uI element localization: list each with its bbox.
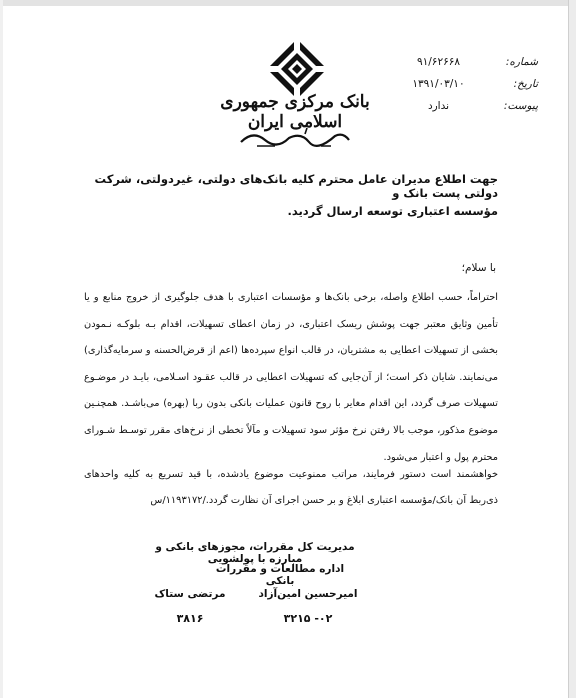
attachment-value: ندارد <box>427 100 450 112</box>
closing-paragraph: خواهشمند است دستور فرمایند، مراتب ممنوعیت موضوع یادشده، با قید تسریع به کلیه واحدهای ذی‌ربط آن بانک/مؤسسه اعتباری ابلاغ و بر حسن اجرای آن نظارت گردد./۱۱۹۳۱۷۲/س <box>84 469 498 506</box>
number-value: ۹۱/۶۲۶۶۸ <box>416 56 460 68</box>
number-label: شماره: <box>505 56 538 68</box>
letter-date <box>378 78 538 90</box>
page-right-edge <box>568 0 576 698</box>
basmala-calligraphy <box>235 126 355 150</box>
signatory-code-2: ۳۸۱۶ <box>176 612 204 625</box>
signature-department: مدیریت کل مقررات، مجوزهای بانکی و مبارزه با پولشویی <box>155 541 355 565</box>
letter-body <box>84 285 498 471</box>
recipient-line-2: مؤسسه اعتباری توسعه ارسال گردید. <box>287 204 498 218</box>
date-label: تاریخ: <box>513 78 538 90</box>
signatory-name-1: امیرحسین امین‌آزاد <box>258 588 358 600</box>
date-value: ۱۳۹۱/۰۳/۱۰ <box>412 78 465 90</box>
attachment-label: پیوست: <box>503 100 538 112</box>
signature-office: اداره مطالعات و مقررات بانکی <box>215 563 345 587</box>
bank-name: بانک مرکزی جمهوری اسلامی ایران <box>220 92 370 132</box>
page-top-edge <box>0 0 576 6</box>
salutation: با سلام؛ <box>461 262 496 274</box>
letter-attachment <box>378 100 538 112</box>
signatory-name-2: مرتضی ستاک <box>154 588 226 600</box>
bank-logo-icon <box>266 38 328 100</box>
page-left-edge <box>0 0 3 698</box>
letter-number <box>378 56 538 68</box>
signatory-code-1: ۰۲- ۳۲۱۵ <box>283 612 333 625</box>
recipient-line-1: جهت اطلاع مدیران عامل محترم کلیه بانک‌های دولتی، غیردولتی، شرکت دولتی پست بانک و <box>94 172 498 200</box>
body-paragraph: احتراماً، حسب اطلاع واصله، برخی بانک‌ها و مؤسسات اعتباری با هدف جلوگیری از خروج منابع و یا تأمین وثایق معتبر جهت پوشش ریسک اعتباری، در زمان اعطای تسهیلات، اقدام بـه بلوکـه نـمودن بخشی از تسهیلات اعطایی به مشتریان، در قالب انواع سپرده‌ها (اعم از قرض‌الحسنه و سرمایه‌گذاری) می‌نمایند. شایان ذکر است؛ از آن‌جایی که تسهیلات اعطایی در قالب عقـود اسـلامی، بایـد در موضـوع تسهیلات صرف گردد، این اقدام مغایر با روح قانون عملیات بانکی بدون ربا (بهره) می‌باشـد. همچنـین موضوع مذکور، موجب بالا رفتن نرخ مؤثر سود تسهیلات و مآلاً تخطی از نرخ‌های مقرر توسـط شـورای محترم پول و اعتبار می‌شود. <box>84 292 498 463</box>
